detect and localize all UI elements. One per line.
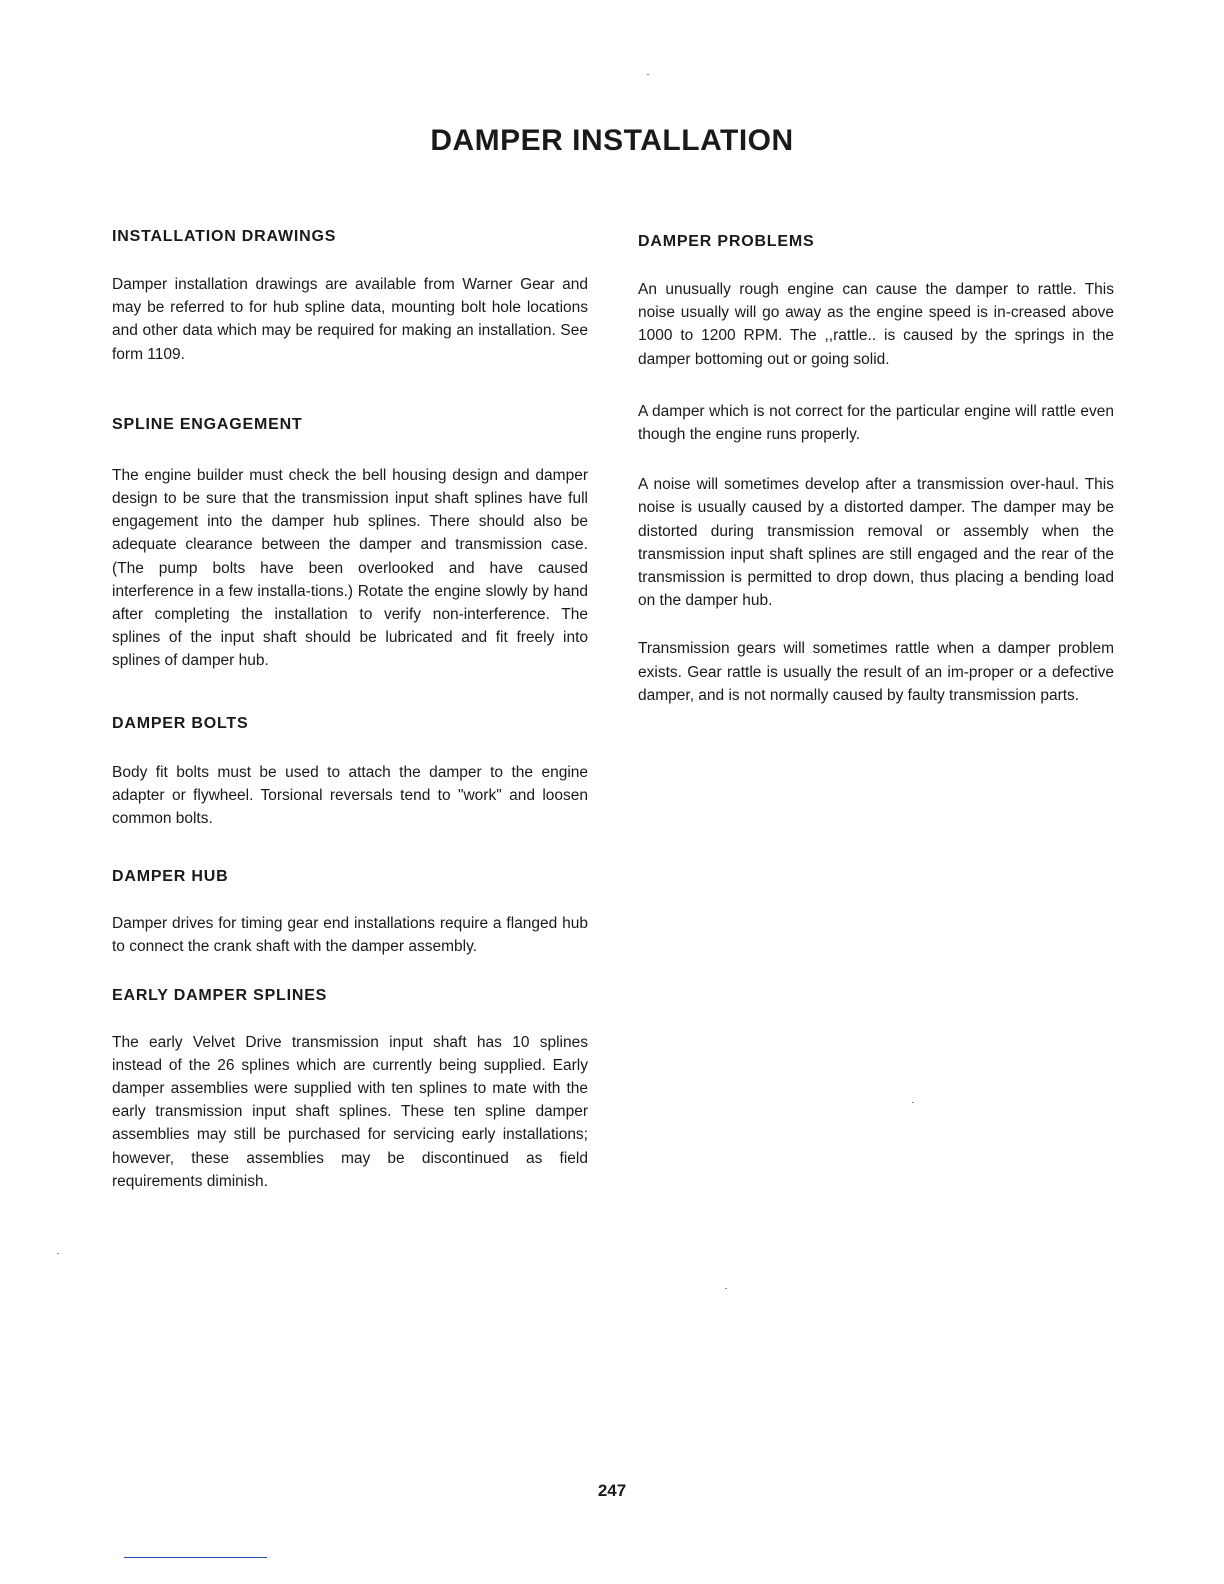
scan-speck	[57, 1253, 59, 1254]
section-installation-drawings	[112, 226, 588, 366]
section-paragraph: A noise will sometimes develop after a transmission over-haul. This noise is usually caused by a distorted damper. The damper may be distorted during transmission removal or assembly when the transmission input shaft splines are still engaged and the rear of the transmission is permitted to drop down, thus placing a bending load on the damper hub.	[638, 476, 1114, 610]
scan-speck	[912, 1102, 914, 1103]
section-early-damper-splines	[112, 985, 588, 1193]
section-heading: SPLINE ENGAGEMENT	[112, 415, 303, 433]
section-paragraph: Damper drives for timing gear end installations require a flanged hub to connect the crank shaft with the damper assembly.	[112, 915, 588, 956]
section-spline-engagement	[112, 414, 588, 673]
scan-speck	[647, 74, 649, 75]
left-column	[112, 226, 588, 1193]
section-paragraph: An unusually rough engine can cause the damper to rattle. This noise usually will go away as the engine speed is in-creased above 1000 to 1200 RPM. The ,,rattle.. is caused by the springs in the damper bottoming out or going solid.	[638, 281, 1114, 368]
scan-speck	[725, 1288, 727, 1289]
page-title: DAMPER INSTALLATION	[430, 124, 794, 157]
section-heading: DAMPER BOLTS	[112, 714, 249, 732]
section-paragraph: A damper which is not correct for the particular engine will rattle even though the engine runs properly.	[638, 402, 1114, 444]
section-damper-problems	[638, 231, 1114, 707]
section-damper-hub	[112, 866, 588, 958]
section-heading: INSTALLATION DRAWINGS	[112, 228, 337, 245]
section-paragraph: Transmission gears will sometimes rattle when a damper problem exists. Gear rattle is usually the result of an im-proper or a defective damper, and is not normally caused by faulty transmission parts.	[638, 640, 1114, 704]
section-heading: EARLY DAMPER SPLINES	[112, 986, 328, 1004]
section-heading: DAMPER PROBLEMS	[638, 233, 815, 250]
footer-rule	[124, 1557, 267, 1558]
section-paragraph: Body fit bolts must be used to attach the damper to the engine adapter or flywheel. Torsional reversals tend to "work" and loosen common bolts.	[112, 763, 588, 828]
section-heading: DAMPER HUB	[112, 868, 229, 886]
right-column	[638, 226, 1114, 707]
page-number: 247	[597, 1481, 627, 1500]
section-damper-bolts	[112, 713, 588, 831]
section-paragraph: The early Velvet Drive transmission input shaft has 10 splines instead of the 26 splines which are currently being supplied. Early damper assemblies were supplied with ten splines to mate with the early transmission input shaft splines. These ten spline damper assemblies may still be purchased for servicing early installations; however, these assemblies may be discontinued as field requirements diminish.	[112, 1033, 588, 1190]
section-paragraph: The engine builder must check the bell housing design and damper design to be sure that the transmission input shaft splines have full engagement into the damper hub splines. There should also be adequate clearance between the damper and transmission case. (The pump bolts have been overlooked and have caused interference in a few installa-tions.) Rotate the engine slowly by hand after completing the installation to verify non-interference. The splines of the input shaft should be lubricated and fit freely into splines of damper hub.	[112, 466, 588, 670]
section-paragraph: Damper installation drawings are available from Warner Gear and may be referred to for hub spline data, mounting bolt hole locations and other data which may be required for making an installation. See form 1109.	[112, 276, 588, 363]
